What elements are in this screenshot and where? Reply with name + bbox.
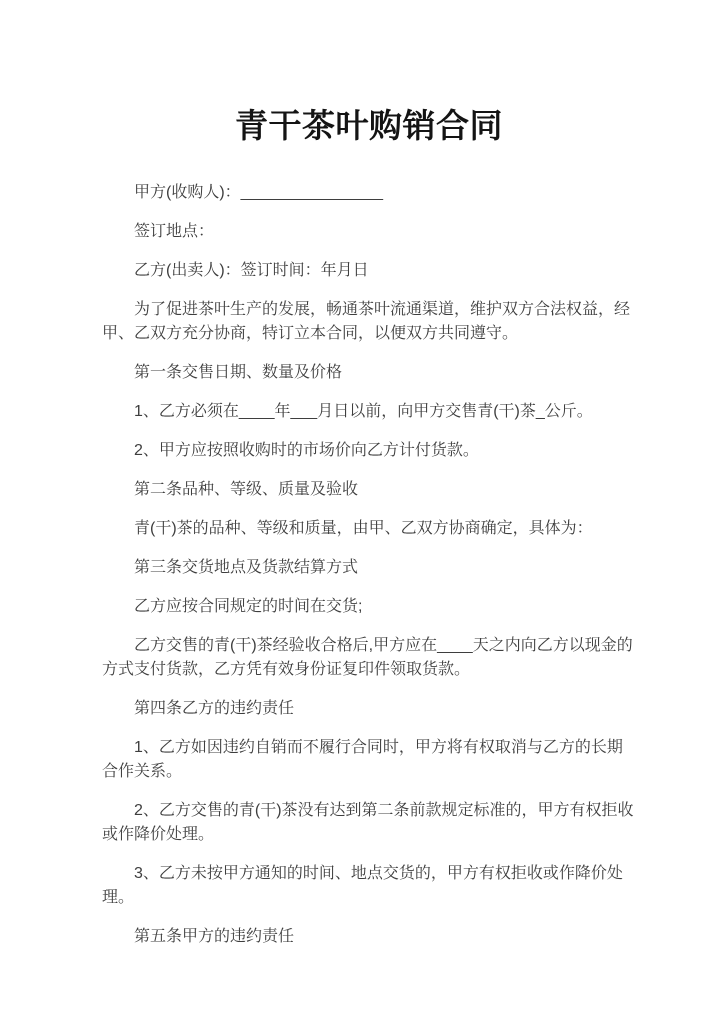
article-1-clause-1: 1、乙方必须在____年___月日以前，向甲方交售青(干)茶_公斤。 (134, 403, 593, 420)
article-4-clause-2: 2、乙方交售的青(干)茶没有达到第二条前款规定标准的，甲方有权拒收或作降价处理。 (102, 802, 634, 843)
signing-place-line: 签订地点： (134, 223, 215, 240)
article-4-clause-3: 3、乙方未按甲方通知的时间、地点交货的，甲方有权拒收或作降价处理。 (102, 865, 623, 906)
article-3-clause-1: 乙方应按合同规定的时间在交货; (134, 598, 363, 615)
article-2-body: 青(干)茶的品种、等级和质量，由甲、乙双方协商确定，具体为： (134, 520, 593, 537)
party-b-line: 乙方(出卖人)：签订时间：年月日 (134, 262, 369, 279)
document-title: 青干茶叶购销合同 (235, 109, 503, 145)
article-4-heading: 第四条乙方的违约责任 (134, 700, 295, 717)
preamble-paragraph: 为了促进茶叶生产的发展，畅通茶叶流通渠道，维护双方合法权益，经甲、乙双方充分协商，特订立本合同，以便双方共同遵守。 (102, 301, 631, 342)
article-4-clause-1: 1、乙方如因违约自销而不履行合同时，甲方将有权取消与乙方的长期合作关系。 (102, 739, 623, 780)
article-3-heading: 第三条交货地点及货款结算方式 (134, 559, 359, 576)
article-5-heading: 第五条甲方的违约责任 (134, 928, 295, 945)
article-2-heading: 第二条品种、等级、质量及验收 (134, 481, 359, 498)
article-3-clause-2: 乙方交售的青(干)茶经验收合格后,甲方应在____天之内向乙方以现金的方式支付货款，乙方凭有效身份证复印件领取货款。 (102, 637, 633, 678)
article-1-clause-2: 2、甲方应按照收购时的市场价向乙方计付货款。 (134, 442, 479, 459)
article-1-heading: 第一条交售日期、数量及价格 (134, 364, 343, 381)
party-a-line: 甲方(收购人)：________________ (134, 184, 384, 201)
